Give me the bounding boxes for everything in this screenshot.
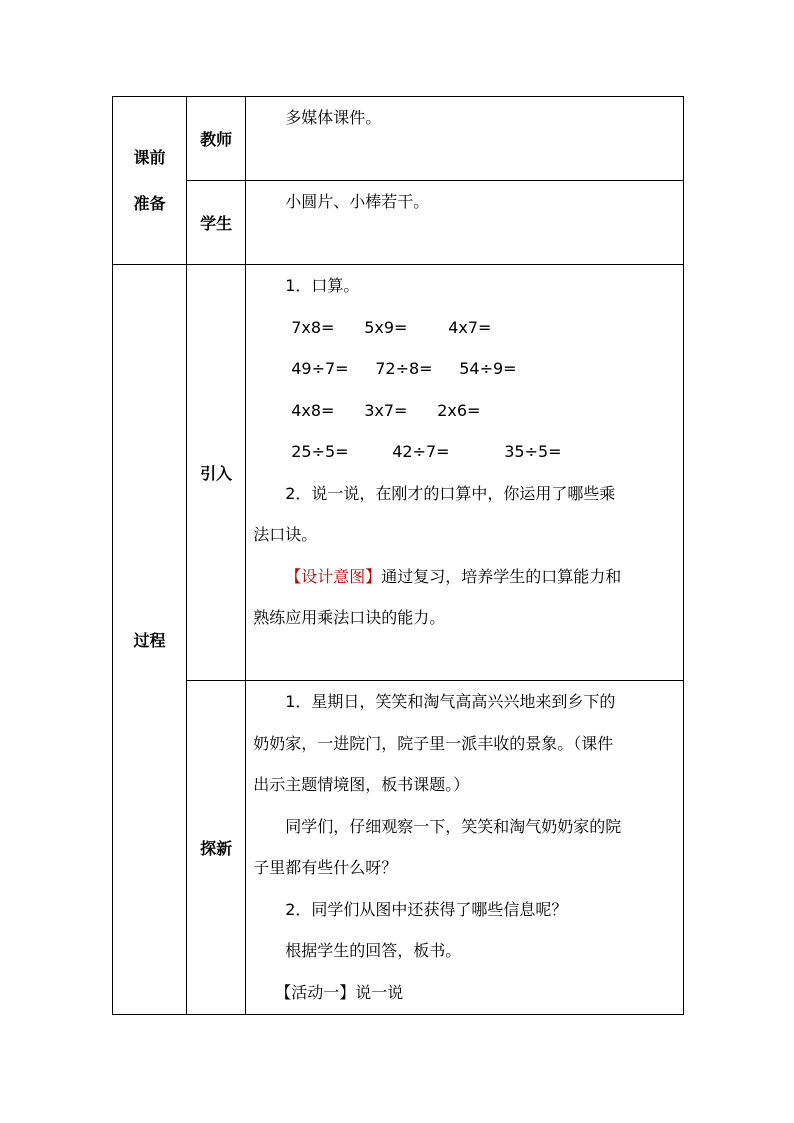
explore-p2-line1: 同学们，仔细观察一下，笑笑和淘气奶奶家的院 [285,816,622,836]
calc-expression: 3x7= [364,400,408,420]
explore-row [113,681,684,1015]
design-intent-text: 通过复习，培养学生的口算能力和 [381,566,622,586]
teacher-label: 教师 [200,130,233,149]
calc-expression: 42÷7= [392,442,450,461]
calc-expression: 35÷5= [504,442,562,461]
intro-content-cell [246,265,684,681]
calc-expression: 4x7= [448,317,492,337]
teacher-content: 多媒体课件。 [285,108,382,127]
student-label-cell [187,181,246,265]
explore-label-cell [187,681,246,1015]
prep-label-line2: 准备 [133,193,166,213]
explore-content-cell [246,681,684,1015]
student-label: 学生 [200,214,233,233]
student-row [113,181,684,265]
design-intent-line2: 熟练应用乘法口诀的能力。 [253,608,446,627]
calc-expression: 72÷8= [375,359,433,378]
calc-expression: 25÷5= [291,442,349,461]
student-content: 小圆片、小棒若干。 [285,192,430,211]
explore-label: 探新 [200,839,233,858]
calc-row-3 [253,390,677,432]
prep-label-line1: 课前 [133,147,166,167]
lesson-plan-table [112,96,684,1015]
process-label: 过程 [133,631,166,650]
teacher-row [113,97,684,181]
intro-label-cell [187,265,246,681]
calc-expression: 4x8= [291,400,335,420]
teacher-label-cell [187,97,246,181]
intro-item2-line2: 法口诀。 [253,525,318,544]
calc-expression: 7x8= [291,317,335,337]
calc-expression: 54÷9= [459,359,517,378]
prep-label-cell [113,97,187,265]
explore-p4: 根据学生的回答，板书。 [285,941,462,960]
calc-row-2 [253,348,677,390]
explore-p2-line2: 子里都有些什么呀？ [253,858,398,877]
explore-p5: 【活动一】说一说 [275,982,404,1002]
calc-expression: 5x9= [364,317,408,337]
process-label-cell [113,265,187,1015]
calc-row-1 [253,307,677,349]
explore-p1-line3: 出示主题情境图，板书课题。） [253,775,470,794]
explore-p3: 2．同学们从图中还获得了哪些信息呢？ [285,899,568,919]
explore-p1-line2: 奶奶家，一进院门，院子里一派丰收的景象。（课件 [253,733,614,753]
calc-expression: 49÷7= [291,359,349,378]
teacher-content-cell [246,97,684,181]
design-intent-line1 [253,556,677,598]
explore-p1-line1: 1．星期日，笑笑和淘气高高兴兴地来到乡下的 [285,692,616,711]
calc-row-4 [253,431,677,473]
intro-item2-line1: 2．说一说，在刚才的口算中，你运用了哪些乘 [285,483,616,503]
calc-expression: 2x6= [437,400,481,420]
intro-label: 引入 [200,464,233,483]
intro-row [113,265,684,681]
design-intent-tag: 【设计意图】 [285,566,382,586]
intro-item1: 1．口算。 [285,276,360,295]
student-content-cell [246,181,684,265]
